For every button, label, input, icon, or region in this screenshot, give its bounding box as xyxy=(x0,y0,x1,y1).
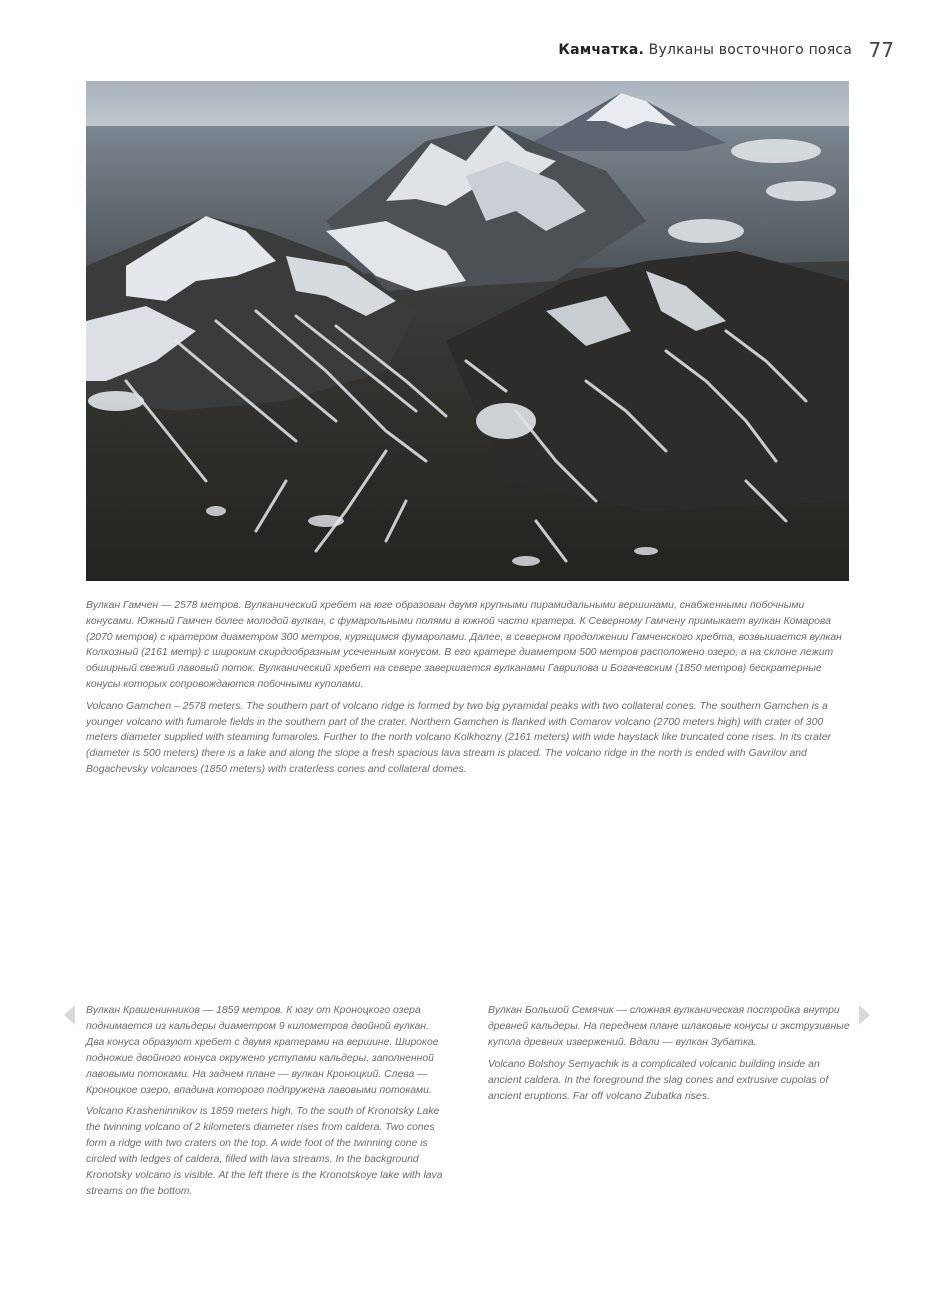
right-caption-ru: Вулкан Большой Семячик — сложная вулканическая постройка внутри древней кальдеры. На переднем плане шлаковые конусы и экструзивные купола древних извержений. Вдали — вулкан Зубатка. xyxy=(488,1005,850,1048)
running-title-rest: Вулканы восточного пояса xyxy=(644,42,852,58)
right-caption-en: Volcano Bolshoy Semyachik is a complicated volcanic building inside an ancient caldera. In the foreground the slag cones and extrusive cupolas of ancient eruptions. Far off volcano Zubatka rises. xyxy=(488,1058,829,1102)
main-caption xyxy=(86,598,849,784)
left-caption-ru: Вулкан Крашенинников — 1859 метров. К югу от Кроноцкого озера поднимается из кальдеры диаметром 9 километров двойной вулкан. Два конуса образуют хребет с двумя кратерами на вершине. Широкое подножие двойного конуса окружено уступами кальдеры, заполненной лавовыми потоками. На заднем плане — вулкан Кроноцкий. Слева — Кроноцкое озеро, впадина которого подпружена лавовыми потоками. xyxy=(86,1005,439,1096)
page-header xyxy=(0,38,894,62)
left-caption-en: Volcano Krasheninnikov is 1859 meters high. To the south of Kronotsky Lake the twinning volcano of 2 kilometers diameter rises from caldera. Two cones form a ridge with two craters on the top. A wide foot of the twinning cone is circled with ledges of caldera, filled with lava streams. In the background Kronotsky volcano is visible. At the left there is the Kronotskoye lake with lava streams on the bottom. xyxy=(86,1106,443,1197)
previous-page-arrow-icon[interactable] xyxy=(64,1005,75,1025)
running-title xyxy=(558,42,852,58)
next-page-arrow-icon[interactable] xyxy=(859,1005,870,1025)
right-caption xyxy=(488,1003,852,1110)
volcano-photo-illustration xyxy=(86,81,849,581)
running-title-bold: Камчатка. xyxy=(558,42,644,58)
page-number: 77 xyxy=(868,38,894,62)
volcano-photo xyxy=(86,81,849,581)
main-caption-en: Volcano Gamchen – 2578 meters. The southern part of volcano ridge is formed by two big pyramidal peaks with two collateral cones. The southern Gamchen is a younger volcano with fumarole fields in the southern part of the crater. Northern Gamchen is flanked with Comarov volcano (2700 meters high) with crater of 300 meters diameter supplied with steaming fumaroles. Further to the north volcano Kolkhozny (2161 meters) with wide haystack like truncated cone rises. In its crater (diameter is 500 meters) there is a lake and along the slope a fresh spacious lava stream is placed. The volcano ridge in the north is ended with Gavrilov and Bogachevsky volcanoes (1850 meters) with craterless cones and collateral domes. xyxy=(86,700,832,775)
left-caption xyxy=(86,1003,450,1206)
main-caption-ru: Вулкан Гамчен — 2578 метров. Вулканический хребет на юге образован двумя крупными пирамидальными вершинами, снабженными побочными конусами. Южный Гамчен более молодой вулкан, с фумарольными полями в южной части кратера. К Северному Гамчену примыкает вулкан Комарова (2070 метров) с кратером диаметром 300 метров, курящимся фумаролами. Далее, в северном продолжении Гамченского хребта, возвышается вулкан Колхозный (2161 метр) с широким скирдообразным усеченным конусом. В его кратере диаметром 500 метров расположено озеро, а на склоне лежит обширный свежий лавовый поток. Вулканический хребет на севере завершается вулканами Гаврилова и Богачевским (1850 метров) бескратерные конусы которых сопровождаются побочными куполами. xyxy=(86,600,842,690)
